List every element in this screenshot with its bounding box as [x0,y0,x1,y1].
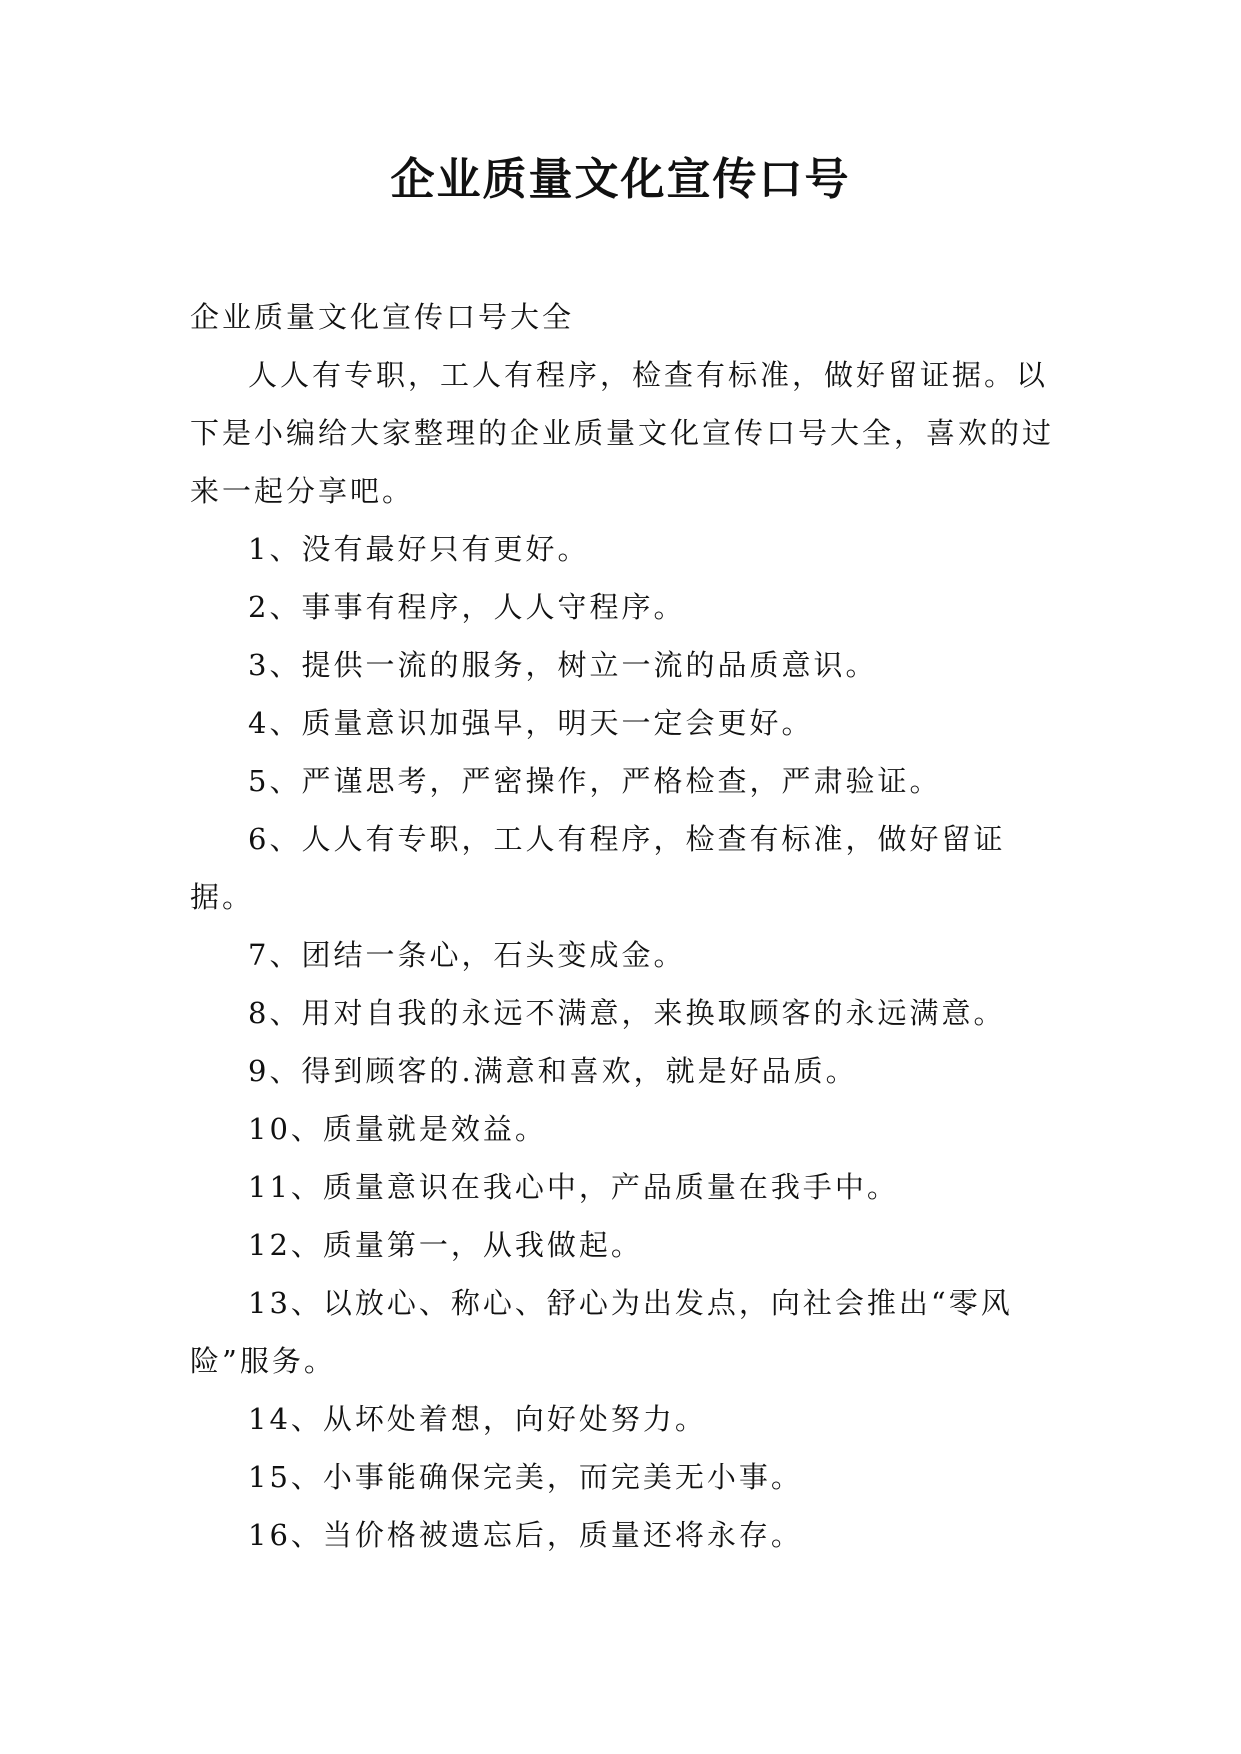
slogan-item: 9、得到顾客的.满意和喜欢，就是好品质。 [248,1054,858,1088]
slogan-item: 8、用对自我的永远不满意，来换取顾客的永远满意。 [248,996,1006,1030]
slogan-item: 3、提供一流的服务，树立一流的品质意识。 [248,648,878,682]
slogan-item: 5、严谨思考，严密操作，严格检查，严肃验证。 [248,764,942,798]
slogan-item: 1、没有最好只有更好。 [248,532,590,566]
document-title: 企业质量文化宣传口号 [390,154,851,205]
slogan-item: 2、事事有程序，人人守程序。 [248,590,686,624]
document-body [190,288,1064,1564]
subtitle: 企业质量文化宣传口号大全 [190,300,575,334]
intro-paragraph: 人人有专职，工人有程序，检查有标准，做好留证据。以下是小编给大家整理的企业质量文化宣传口号大全，喜欢的过来一起分享吧。 [190,358,1055,508]
slogan-item: 15、小事能确保完美，而完美无小事。 [248,1460,803,1494]
slogan-item: 14、从坏处着想，向好处努力。 [248,1402,707,1436]
slogan-item: 10、质量就是效益。 [248,1112,547,1146]
slogan-item: 13、以放心、称心、舒心为出发点，向社会推出“零风险”服务。 [190,1286,1013,1378]
slogan-item: 11、质量意识在我心中，产品质量在我手中。 [248,1170,899,1204]
slogan-item: 6、人人有专职，工人有程序，检查有标准，做好留证据。 [190,822,1006,914]
slogan-item: 7、团结一条心，石头变成金。 [248,938,686,972]
slogan-item: 12、质量第一，从我做起。 [248,1228,643,1262]
slogan-item: 4、质量意识加强早，明天一定会更好。 [248,706,814,740]
slogan-item: 16、当价格被遗忘后，质量还将永存。 [248,1518,803,1552]
